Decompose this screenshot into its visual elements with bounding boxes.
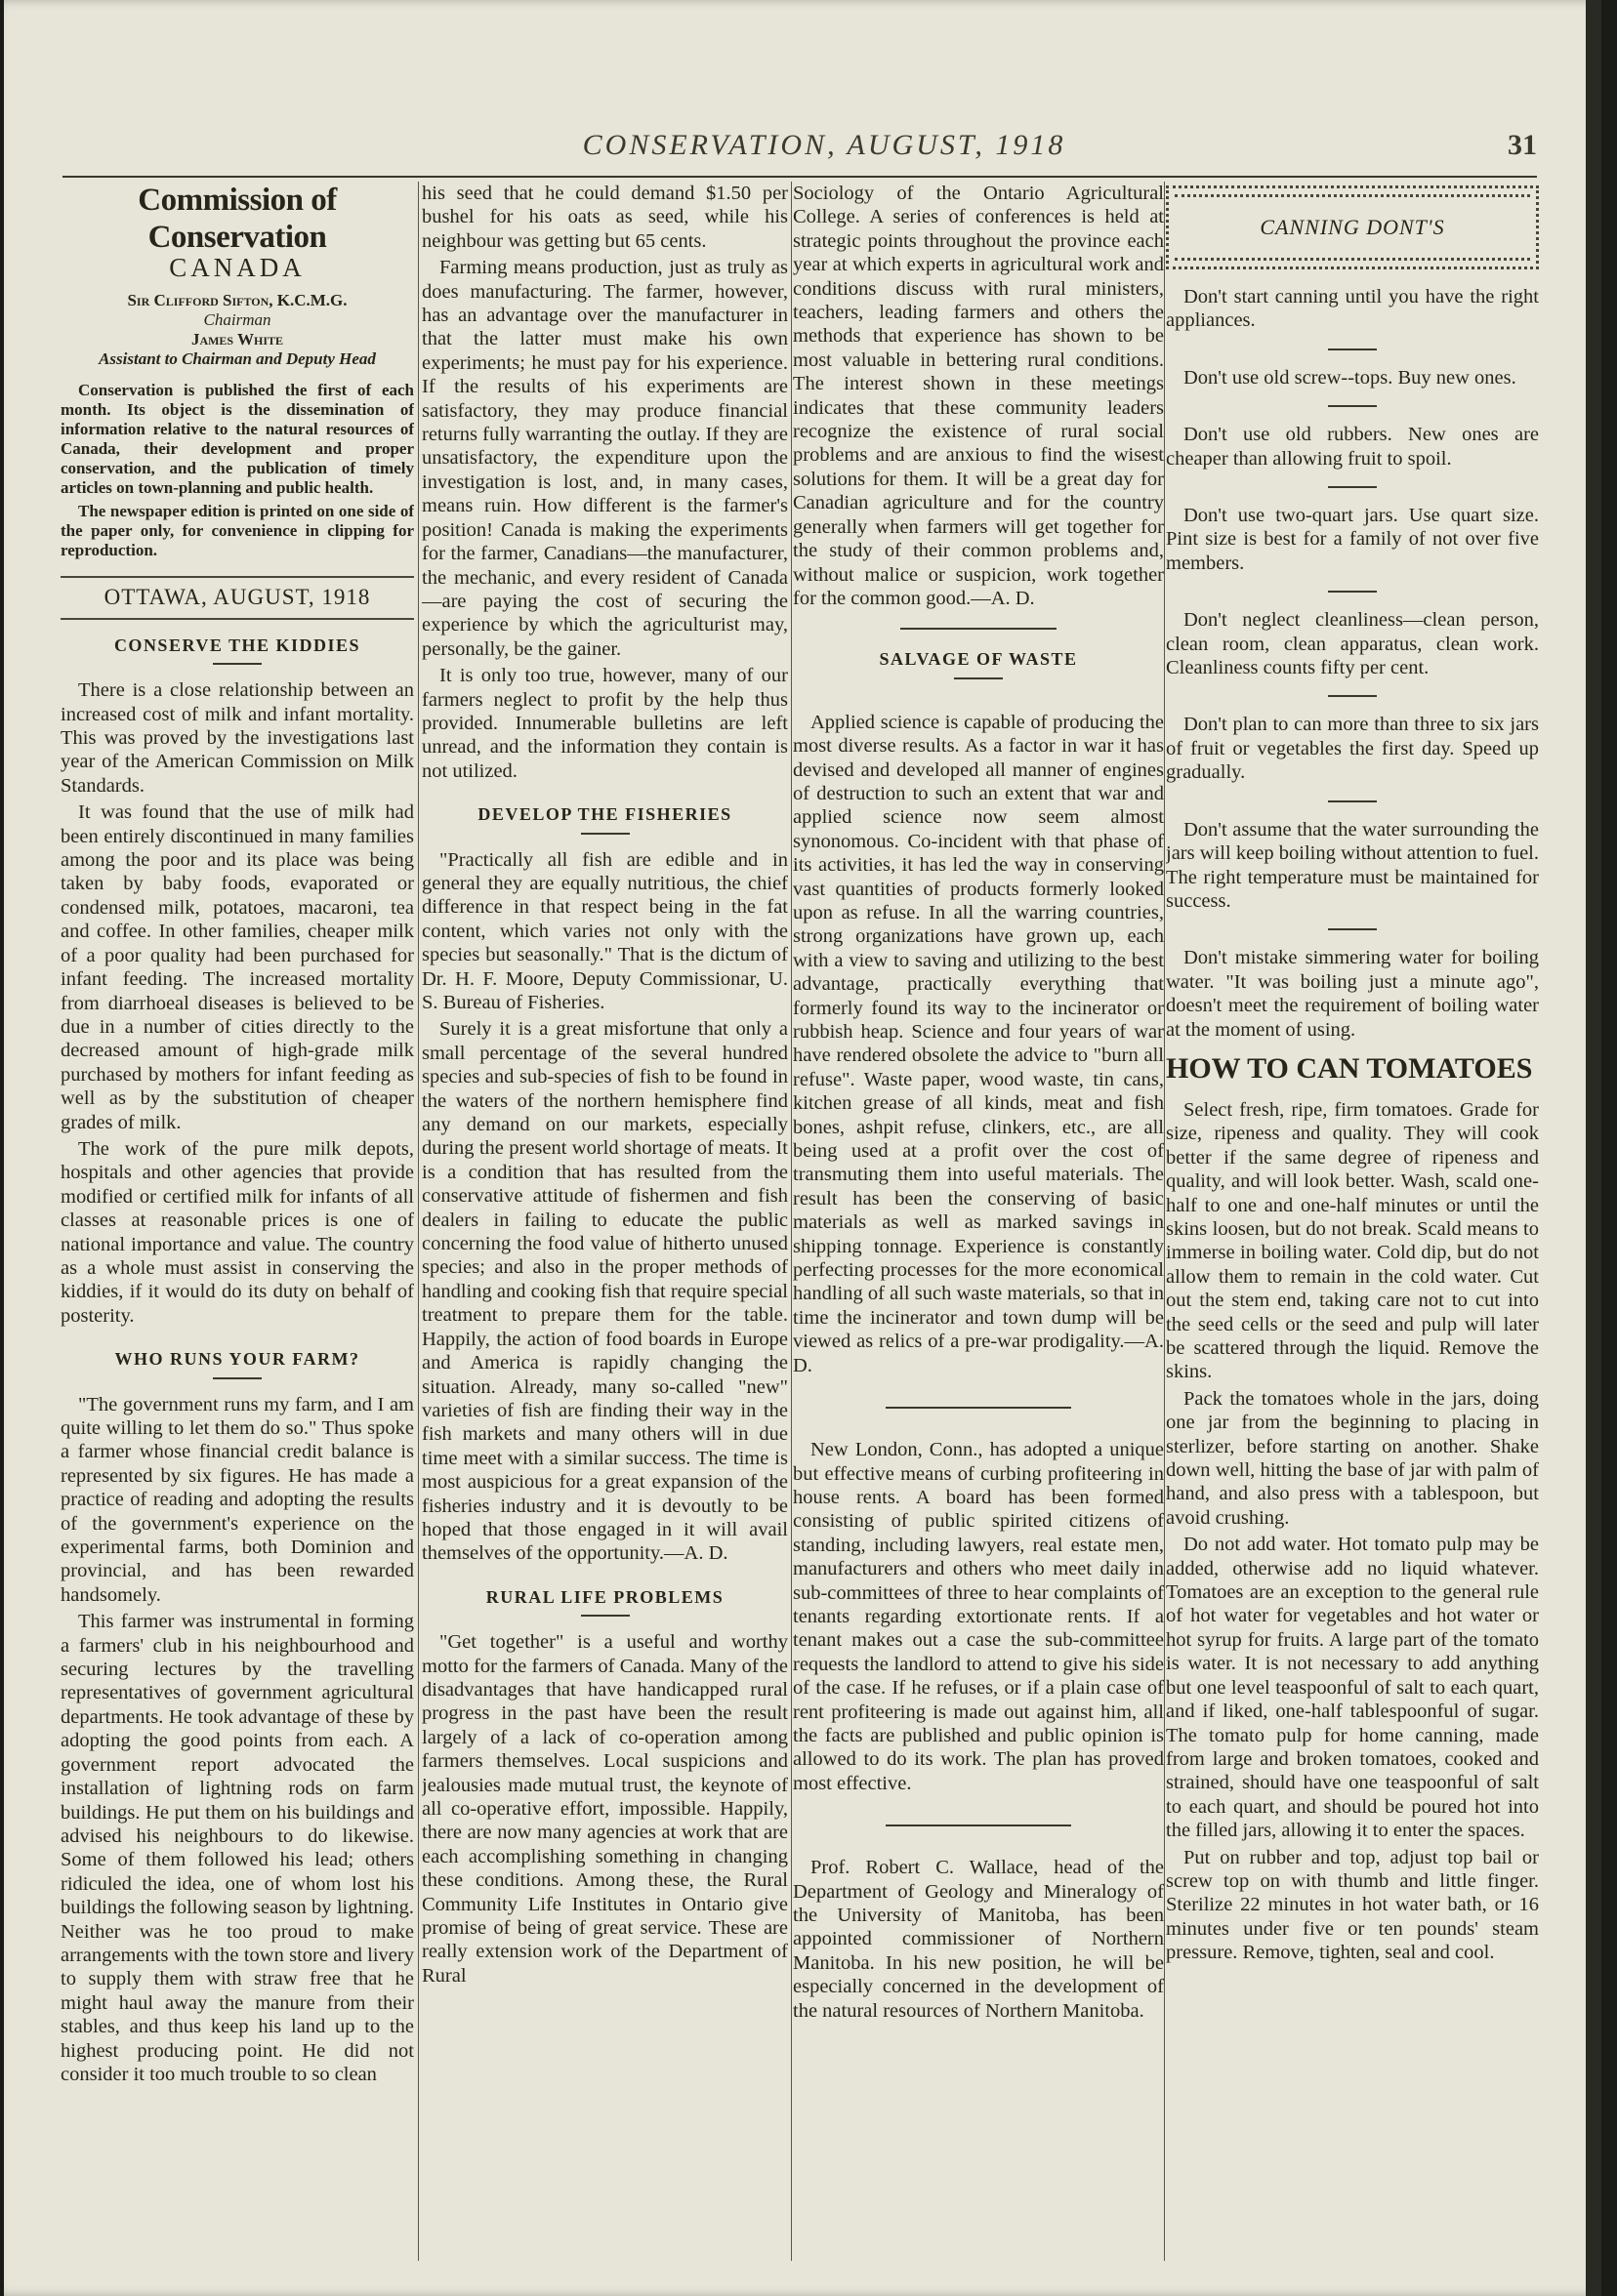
heading-how-to-can-tomatoes: HOW TO CAN TOMATOES [1166,1051,1533,1085]
column-1 [61,182,414,2280]
canning-donts-box [1166,185,1539,269]
item-rule [1328,348,1377,350]
newspaper-page [4,0,1601,2296]
article-paragraph: "Practically all fish are edible and in general they are equally nutritious, the chief difference in that respect being in the fat content, which varies not only with the species but seasonally." That is the dictum of Dr. H. F. Moore, Deputy Commissionar, U. S. Bureau of Fisheries. [422,848,788,1013]
heading-rural-life-problems: RURAL LIFE PROBLEMS [485,1586,725,1607]
page-edge-shadow [1586,0,1601,2296]
item-rule [1328,800,1377,802]
running-title: CONSERVATION, AUGUST, 1918 [582,129,1066,161]
item-rule [1328,405,1377,407]
article-paragraph: "The government runs my farm, and I am quite willing to let them do so." Thus spoke a farmer whose financial credit balance is represented by six figures. He has made a practice of reading and adopting the results of the government's experience on the experimental farms, both Dominion and provincial, and has been rewarded handsomely. [61,1393,414,1606]
canning-dont-item: Don't use old screw--tops. Buy new ones. [1183,366,1516,389]
article-paragraph: Sociology of the Ontario Agricultural College. A series of conferences is held at strategic points throughout the province each year at which experts in agricultural work and conditions discuss with rural ministers, teachers, leading farmers and others the methods that experience has shown to be most valuable in bettering rural conditions. The interest shown in these meetings indicates that these community leaders recognize the existence of rural social problems and are anxious to find the wisest solutions for them. It will be a great day for Canadian agriculture and for the country generally when farmers will get together for the study of their common problems and, without malice or suspicion, work together for the common good.—A. D. [793,183,1164,609]
article-paragraph: Do not add water. Hot tomato pulp may be added, otherwise add no liquid whatever. Tomatoes are an exception to the general rule of hot water for vegetables and hot water or hot syrup for fruits. A large part of the tomato is water. It is not necessary to add anything but one level teaspoonful of salt to each quart, and if liked, one-half tablespoonful of sugar. The tomato pulp for home canning, made from large and broken tomatoes, cooked and strained, should have one teaspoonful of salt to each quart, and should be poured hot into the filled jars, allowing it to enter the spaces. [1166,1534,1539,1842]
article-paragraph: Prof. Robert C. Wallace, head of the Department of Geology and Mineralogy of the University of Manitoba, has been appointed commissioner of Northern Manitoba. In his new position, he will be especially concerned in the development of the natural resources of Northern Manitoba. [793,1857,1164,2022]
item-rule [1328,928,1377,930]
chairman-name: Sir Clifford Sifton, K.C.M.G. [127,291,348,310]
article-paragraph: Surely it is a great misfortune that only a small percentage of the several hundred species and sub-species of fish to be found in the waters of the northern hemisphere find any demand on our markets, especially during the present world shortage of meats. It is a condition that has resulted from the conservative attitude of fishermen and fish dealers in failing to educate the public concerning the food value of hitherto unused species; and also in the proper methods of handling and cooking fish that require special treatment to prepare them for the table. Happily, the action of food boards in Europe and America is rapidly changing the situation. Already, many so-called "new" varieties of fish are finding their way in the fish markets and many others will in due time meet with a similar success. The time is most auspicious for a great expansion of the fisheries industry and it is devoutly to be hoped that those engaged in it will avail themselves of the opportunity.—A. D. [422,1018,788,1565]
canning-dont-item: Don't use two-quart jars. Use quart size. Pint size is best for a family of not over five members. [1166,505,1539,574]
canning-dont-item: Don't mistake simmering water for boiling water. "It was boiling just a minute ago", doesn't meet the requirement of boiling water at the moment of using. [1166,947,1539,1041]
article-separator [900,628,1057,630]
heading-rule [213,663,262,665]
heading-rule [213,1377,262,1379]
heading-rule [581,833,630,835]
column-3 [793,182,1164,2280]
canning-dont-item: Don't use old rubbers. New ones are cheaper than allowing fruit to spoil. [1166,424,1539,470]
article-paragraph: Pack the tomatoes whole in the jars, doing one jar from the beginning to placing in sterlizer, before starting on another. Shake down well, hitting the base of jar with palm of hand, and also press with a tablespoon, but avoid crushing. [1166,1387,1539,1529]
spacer [793,693,1164,711]
heading-salvage-of-waste: SALVAGE OF WASTE [879,649,1078,670]
article-paragraph: New London, Conn., has adopted a unique but effective means of curbing profiteering in house rents. A board has been formed consisting of public spirited citizens of standing, including lawyers, real estate men, manufacturers and others who meet daily in sub-committees of three to hear complaints of tenants regarding extortionate rents. If a tenant makes out a case the sub-committee requests the landlord to attend to give his side of the case. If he refuses, or if a plain case of rent profiteering is made out against him, all the facts are published and public opinion is allowed to do its work. The plan has proved most effective. [793,1439,1164,1794]
chairman-role: Chairman [203,310,271,330]
column-rule [791,182,792,2261]
newspaper-edition-notice: The newspaper edition is printed on one side of the paper only, for convenience in clipping for reproduction. [61,502,414,560]
article-paragraph: Select fresh, ripe, firm tomatoes. Grade for size, ripeness and quality. They will cook better if the same degree of ripeness and quality, and will look better. Wash, scald one-half to one and one-half minutes or until the skins loosen, but do not break. Scald means to immerse in boiling water. Cold dip, but do not allow them to remain in the cold water. Cut out the stem end, taking care not to cut into the seed cells or the seed and pulp will later be scattered through the liquid. Remove the skins. [1166,1098,1539,1383]
article-separator [886,1407,1071,1409]
masthead-country: CANADA [169,253,306,282]
article-separator [886,1824,1071,1826]
article-paragraph: Farming means production, just as truly as does manufacturing. The farmer, however, has an advantage over the manufacturer in that the latter must make his own experiments; he must pay for his experience. If the results of his experiments are satisfactory, they may produce financial returns fully warranting the outlay. If they are unsatisfactory, the expenditure upon the investigation is lost, and, in many cases, means ruin. How different is the farmer's position! Canada is making the experiments for the farmer, Canadians—the manufacturer, the mechanic, and every resident of Canada—are paying the cost of securing the experience by which the agriculturist may, personally, be the gainer. [422,257,788,660]
column-rule [418,182,419,2261]
item-rule [1328,695,1377,697]
heading-who-runs-farm: WHO RUNS YOUR FARM? [114,1349,360,1370]
article-paragraph: This farmer was instrumental in forming a farmers' club in his neighbourhood and securing lectures by the travelling representatives of government agricultural departments. He took advantage of these by adopting the good points from each. A government report advocated the installation of lightning rods on farm buildings. He put them on his buildings and advised his neighbours to do likewise. Some of them followed his lead; others ridiculed the idea, one of whom lost his buildings the following season by lightning. Neither was he too proud to make arrangements with the town store and livery to supply them with straw free that he might haul away the manure from their stables, and thus keep his land up to the highest producing point. He did not consider it too much trouble to so clean [61,1611,414,2085]
page-number: 31 [1508,129,1537,161]
item-rule [1328,591,1377,593]
page-header [62,117,1537,178]
column-4 [1166,182,1539,2280]
item-rule [1328,486,1377,488]
canning-dont-item: Don't start canning until you have the right appliances. [1166,286,1539,332]
article-paragraph: "Get together" is a useful and worthy motto for the farmers of Canada. Many of the disadvantages that have handicapped rural progress in the past have been the result largely of a lack of co-operation among farmers themselves. Local suspicions and jealousies made mutual trust, the keynote of all co-operative effort, impossible. Happily, there are now many agencies at work that are each accomplishing something in changing these conditions. Among these, the Rural Community Life Institutes in Ontario give promise of being of great service. These are really extension work of the Department of Rural [422,1631,788,1987]
canning-dont-item: Don't assume that the water surrounding the jars will keep boiling without attention to fuel. The right temperature must be maintained for success. [1166,818,1539,912]
column-2 [422,182,788,2280]
assistant-name: James White [190,330,284,349]
canning-donts-heading: CANNING DONT'S [1260,214,1445,239]
column-rule [1164,182,1165,2261]
heading-develop-fisheries: DEVELOP THE FISHERIES [477,804,732,825]
article-paragraph: Put on rubber and top, adjust top bail or screw top on with thumb and little finger. Sterilize 22 minutes in hot water bath, or 16 minutes under five or ten pounds' steam pressure. Remove, tighten, seal and cool. [1166,1846,1539,1964]
heading-rule [954,677,1003,679]
article-paragraph: his seed that he could demand $1.50 per bushel for his oats as seed, while his neighbour was getting but 65 cents. [422,183,788,252]
canning-dont-item: Don't neglect cleanliness—clean person, clean room, clean apparatus, clean work. Cleanliness counts fifty per cent. [1166,609,1539,679]
article-paragraph: Applied science is capable of producing the most diverse results. As a factor in war it has devised and developed all manner of engines of destruction to such an extent that war and applied science now seem almost synonomous. Co-incident with that phase of its activities, it has led the way in conserving vast quantities of products formerly looked upon as refuse. In all the warring countries, strong organizations have grown up, each with a view to saving and utilizing to the best advantage, practically everything that formerly found its way to the incinerator or rubbish heap. Science and four years of war have rendered obsolete the advice to "burn all refuse". Waste paper, wood waste, tin cans, kitchen grease of all kinds, meat and fish bones, ashpit refuse, clinkers, etc., are all being used at a profit over the cost of transmuting them into useful materials. The result has been the conserving of basic materials as well as marked savings in shipping tonnage. Experience is constantly perfecting processes for the more economical handling of all such waste materials, so that in time the incinerator and town dump will be viewed as relics of a pre-war prodigality.—A. D. [793,711,1164,1376]
publication-notice: Conservation is published the first of each month. Its object is the dissemination of information relative to the natural resources of Canada, their development and proper conservation, and the publication of timely articles on town-planning and public health. [61,381,414,498]
dateline: OTTAWA, AUGUST, 1918 [61,576,414,619]
article-paragraph: It was found that the use of milk had been entirely discontinued in many families among the poor and its place was being taken by baby foods, evaporated or condensed milk, potatoes, macaroni, tea and coffee. In other families, cheaper milk of a poor quality had been purchased for infant feeding. The increased mortality from diarrhoeal diseases is believed to be due in a number of cities directly to the decreased amount of high-grade milk purchased by mothers for infant feeding as well as by the substitution of cheaper grades of milk. [61,801,414,1133]
heading-rule [581,1615,630,1617]
canning-dont-item: Don't plan to can more than three to six jars of fruit or vegetables the first day. Speed up gradually. [1166,714,1539,784]
article-paragraph: There is a close relationship between an increased cost of milk and infant mortality. This was proved by the investigations last year of the American Commission on Milk Standards. [61,679,414,797]
article-paragraph: It is only too true, however, many of our farmers neglect to profit by the help thus provided. Innumerable bulletins are left unread, and the information they contain is not utilized. [422,665,788,782]
heading-conserve-kiddies: CONSERVE THE KIDDIES [113,635,361,655]
masthead-title: Commission of Conservation [138,183,337,255]
article-paragraph: The work of the pure milk depots, hospitals and other agencies that provide modified or certified milk for infants of all classes at reasonable prices is one of national importance and value. The country as a whole must assist in conserving the kiddies, if it would do its duty on behalf of posterity. [61,1137,414,1327]
assistant-role: Assistant to Chairman and Deputy Head [99,349,376,369]
